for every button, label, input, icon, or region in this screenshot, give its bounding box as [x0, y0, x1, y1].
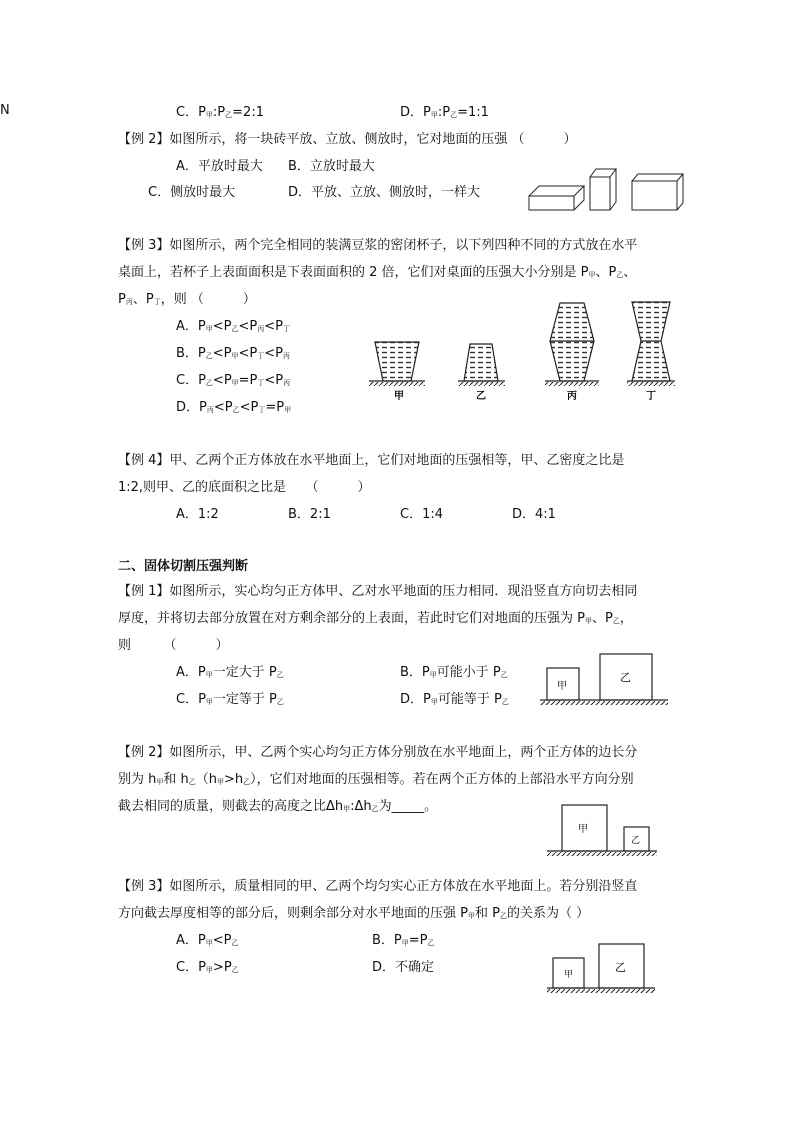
ex4-option-d: D．4:1: [512, 507, 556, 522]
text: 一定大于 P: [212, 665, 277, 680]
subscript: 乙: [243, 778, 251, 786]
cube-label-jia: 甲: [557, 681, 567, 692]
subscript: 丁: [257, 379, 265, 387]
s2q2-line2: [118, 771, 634, 791]
top-option-d: [400, 104, 489, 124]
subscript: 乙: [205, 352, 213, 360]
subscript: 甲: [205, 698, 213, 706]
text: 桌面上，若杯子上表面面积是下表面面积的 2 倍，它们对桌面的压强大小分别是 P: [118, 265, 589, 280]
subscript: 乙: [188, 778, 196, 786]
subscript: 甲: [588, 271, 596, 279]
subscript: 乙: [231, 939, 239, 947]
subscript: 甲: [205, 111, 213, 119]
text: :Δh: [350, 799, 372, 814]
subscript: 甲: [217, 778, 224, 786]
text: <P: [212, 346, 232, 361]
text: >P: [212, 960, 232, 975]
text: B．P: [372, 933, 402, 948]
brick-upright: [590, 169, 616, 210]
s2q1-line2: [118, 610, 633, 630]
s2q3-option-a: [176, 932, 238, 952]
subscript: 甲: [231, 352, 239, 360]
s2q2-line1: 【例 2】如图所示，甲、乙两个实心均匀正方体分别放在水平地面上，两个正方体的边长分: [118, 745, 638, 760]
subscript: 丁: [258, 406, 266, 414]
subscript: 甲: [584, 617, 592, 625]
cubes-figure-3: [545, 939, 660, 995]
subscript: 丙: [257, 325, 265, 333]
s2q1-option-c: [176, 691, 284, 711]
subscript: 乙: [450, 111, 458, 119]
option-text: C．P: [176, 105, 206, 120]
option-text: =1:1: [457, 105, 489, 120]
text: （h: [195, 772, 217, 787]
option-text: :P: [437, 105, 451, 120]
s2q3-option-d: D．不确定: [372, 960, 435, 975]
subscript: 乙: [205, 379, 213, 387]
text: <P: [212, 933, 232, 948]
subscript: 甲: [205, 966, 213, 974]
s2q1-option-d: [400, 691, 509, 711]
text: <P: [239, 400, 259, 415]
text: 的关系为（ ）: [506, 906, 590, 921]
subscript: 甲: [284, 406, 292, 414]
text: 可能小于 P: [436, 665, 501, 680]
ex4-option-a: A．1:2: [176, 507, 219, 522]
ex3-line1: 【例 3】如图所示，两个完全相同的装满豆浆的密闭杯子，以下列四种不同的方式放在水平: [118, 238, 638, 253]
cube-label-jia: 甲: [578, 824, 588, 835]
top-option-c: [176, 104, 264, 124]
subscript: 乙: [276, 671, 284, 679]
subscript: 甲: [205, 325, 213, 333]
subscript: 乙: [232, 406, 240, 414]
ex4-line2: 1:2,则甲、乙的底面积之比是 （ ）: [118, 480, 371, 495]
text: C．P: [176, 960, 206, 975]
text: B．P: [400, 665, 430, 680]
text: D．P: [176, 400, 207, 415]
subscript: 甲: [156, 778, 164, 786]
ex4-line1: 【例 4】甲、乙两个正方体放在水平地面上，它们对地面的压强相等，甲、乙密度之比是: [118, 453, 625, 468]
text: C．P: [176, 692, 206, 707]
subscript: 乙: [500, 671, 508, 679]
section-title: 二、固体切割压强判断: [118, 559, 249, 574]
ex3-option-c: [176, 372, 290, 392]
subscript: 甲: [343, 805, 351, 813]
brick-flat: [529, 186, 584, 210]
text: =P: [408, 933, 428, 948]
option-text: :P: [212, 105, 226, 120]
subscript: 丙: [282, 352, 290, 360]
option-text: =2:1: [232, 105, 264, 120]
subscript: 甲: [205, 939, 213, 947]
ex2-option-c: C．侧放时最大: [148, 185, 236, 200]
ex2-option-d: D．平放、立放、侧放时，一样大: [288, 185, 481, 200]
subscript: 乙: [225, 111, 233, 119]
cup-label-bing: 丙: [567, 391, 577, 402]
cup-label-ding: 丁: [646, 391, 656, 402]
ex2-option-b: B．立放时最大: [288, 159, 375, 174]
subscript: 乙: [612, 617, 620, 625]
ex2-question: 【例 2】如图所示，将一块砖平放、立放、侧放时，它对地面的压强 （ ）: [118, 132, 577, 147]
cube-label-yi: 乙: [631, 836, 641, 846]
text: <P: [238, 319, 258, 334]
brick-side: [632, 174, 683, 210]
s2q2-line3: [118, 798, 437, 818]
subscript: 甲: [429, 671, 437, 679]
s2q3-option-b: [372, 932, 435, 952]
text: D．P: [400, 692, 431, 707]
subscript: 乙: [371, 805, 379, 813]
text: <P: [264, 346, 283, 361]
ex3-option-b: [176, 345, 290, 365]
subscript: 乙: [501, 698, 509, 706]
ex4-option-b: B．2:1: [288, 507, 331, 522]
text: 、P: [132, 292, 154, 307]
s2q3-line2: [118, 905, 589, 925]
ex4-option-c: C．1:4: [400, 507, 443, 522]
subscript: 丁: [257, 352, 265, 360]
subscript: 甲: [401, 939, 409, 947]
cubes-figure-2: [545, 803, 660, 859]
text: =P: [265, 400, 285, 415]
text: 别为 h: [118, 772, 157, 787]
subscript: 丙: [283, 379, 291, 387]
subscript: 甲: [430, 111, 438, 119]
cup-label-yi: 乙: [476, 391, 486, 402]
subscript: 丁: [282, 325, 290, 333]
text: >h: [224, 772, 244, 787]
s2q1-option-a: [176, 664, 284, 684]
s2q1-line3: 则 （ ）: [118, 638, 229, 653]
subscript: 丁: [153, 298, 161, 306]
text: 厚度，并将切去部分放置在对方剩余部分的上表面，若此时它们对地面的压强为 P: [118, 611, 585, 626]
text: 、P: [595, 265, 617, 280]
text: =P: [238, 373, 258, 388]
subscript: 甲: [467, 912, 475, 920]
s2q1-option-b: [400, 664, 508, 684]
text: A．P: [176, 665, 206, 680]
subscript: 乙: [276, 698, 284, 706]
text: 截去相同的质量，则截去的高度之比Δh: [118, 799, 344, 814]
subscript: 乙: [427, 939, 435, 947]
subscript: 甲: [231, 379, 239, 387]
ex3-line2: [118, 264, 636, 284]
subscript: 丙: [125, 298, 133, 306]
cup-jia: [369, 342, 425, 386]
text: ），它们对地面的压强相等。若在两个正方体的上部沿水平方向分别: [250, 772, 634, 787]
text: <P: [264, 373, 284, 388]
text: 方向截去厚度相等的部分后，则剩余部分对水平地面的压强 P: [118, 906, 468, 921]
s2q1-line1: 【例 1】如图所示，实心均匀正方体甲、乙对水平地面的压力相同．现沿竖直方向切去相同: [118, 584, 638, 599]
cube-label-yi: 乙: [620, 671, 631, 684]
cube-label-jia: 甲: [564, 970, 574, 980]
text: <P: [264, 319, 283, 334]
subscript: 甲: [205, 671, 213, 679]
subscript: 丙: [206, 406, 214, 414]
s2q3-option-c: [176, 959, 239, 979]
text: 和 P: [474, 906, 500, 921]
text: <P: [212, 373, 232, 388]
cup-label-jia: 甲: [394, 391, 404, 402]
margin-mark: N: [0, 103, 10, 118]
subscript: 甲: [430, 698, 438, 706]
brick-figure: [525, 165, 690, 215]
ex2-option-a: A．平放时最大: [176, 159, 263, 174]
text: P: [118, 292, 126, 307]
text: <P: [212, 319, 232, 334]
cube-label-yi: 乙: [615, 961, 626, 974]
subscript: 乙: [231, 325, 239, 333]
ex3-option-a: [176, 318, 290, 338]
text: ，则 （ ）: [160, 292, 256, 307]
cup-bing: [545, 303, 599, 386]
text: <P: [213, 400, 233, 415]
text: 和 h: [163, 772, 189, 787]
ex3-line3: [118, 291, 256, 311]
text: <P: [238, 346, 258, 361]
text: 、: [623, 265, 637, 280]
subscript: 乙: [616, 271, 624, 279]
text: A．P: [176, 933, 206, 948]
subscript: 乙: [499, 912, 507, 920]
text: 可能等于 P: [437, 692, 502, 707]
subscript: 乙: [231, 966, 239, 974]
s2q3-line1: 【例 3】如图所示，质量相同的甲、乙两个均匀实心正方体放在水平地面上。若分别沿竖直: [118, 879, 638, 894]
cups-figure: [365, 295, 685, 405]
text: 、P: [591, 611, 613, 626]
cup-yi: [458, 344, 505, 386]
text: 一定等于 P: [212, 692, 277, 707]
option-text: D．P: [400, 105, 431, 120]
text: 为_____。: [378, 799, 438, 814]
text: C．P: [176, 373, 206, 388]
text: ，: [619, 611, 633, 626]
text: A．P: [176, 319, 206, 334]
ex3-option-d: [176, 399, 291, 419]
cup-ding: [627, 302, 675, 386]
text: B．P: [176, 346, 206, 361]
cubes-figure-1: [540, 651, 670, 707]
